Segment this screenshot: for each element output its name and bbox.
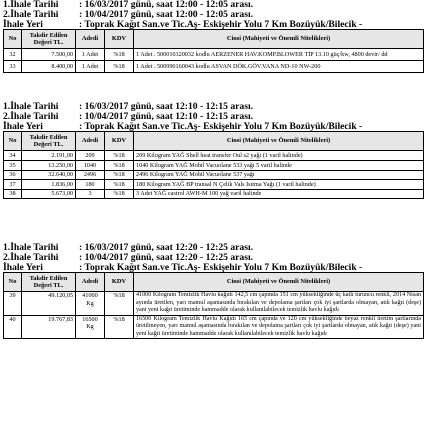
cell-vat: %18	[105, 61, 134, 73]
tender-date2-value: : 10/04/2017 günü, saat 12:00 - 12:05 arası.	[79, 8, 254, 20]
cell-desc: 3 Adet YAĞ castrol AWH-M 100 yağ varil halinde	[134, 189, 424, 199]
tender-date2-value: : 10/04/2017 günü, saat 12:10 - 12:15 arası.	[79, 110, 254, 122]
cell-desc: 2496 Kilogram YAĞ Mobil Vacuolane 537 yağı	[134, 170, 424, 180]
cell-value: 7.500,00	[22, 49, 76, 61]
col-value-header: Takdir Edilen Değeri TL.	[22, 132, 76, 151]
tender-section-3	[0, 243, 428, 339]
col-desc-header: Cinsi (Mahiyeti ve Önemli Nitelikleri)	[134, 132, 424, 151]
cell-value: 5.673,00	[22, 189, 76, 199]
cell-value: 1.836,00	[22, 180, 76, 190]
cell-qty: 2496	[76, 170, 105, 180]
tender-header	[0, 0, 428, 29]
cell-qty: 209	[76, 151, 105, 161]
cell-value: 8.400,00	[22, 61, 76, 73]
table-row	[4, 292, 424, 316]
cell-qty: 1 Adet	[76, 49, 105, 61]
cell-vat: %18	[105, 315, 134, 339]
tender-date2-label: 2.İhale Tarihi	[3, 110, 59, 122]
tender-place-label: İhale Yeri	[3, 120, 43, 132]
tender-date2-label: 2.İhale Tarihi	[3, 251, 59, 263]
cell-value: 19.767,83	[22, 315, 76, 339]
cell-vat: %18	[105, 189, 134, 199]
table-row	[4, 180, 424, 190]
tender-place-value: : Toprak Kağıt San.ve Tic.Aş- Eskişehir Yolu 7 Km Bozüyük/Bilecik -	[79, 18, 363, 30]
cell-vat: %18	[105, 160, 134, 170]
col-value-header: Takdir Edilen Değeri TL.	[22, 273, 76, 292]
cell-vat: %18	[105, 180, 134, 190]
items-table	[3, 131, 424, 199]
cell-qty: 1040	[76, 160, 105, 170]
cell-no: 36	[4, 170, 22, 180]
tender-place-row	[3, 263, 428, 273]
tender-date-label: 1.İhale Tarihi	[3, 101, 59, 112]
tender-header	[0, 102, 428, 131]
col-desc-header: Cinsi (Mahiyeti ve Önemli Nitelikleri)	[134, 273, 424, 292]
tender-date-value: : 16/03/2017 günü, saat 12:10 - 12:15 arası.	[79, 101, 254, 112]
tender-date-label: 1.İhale Tarihi	[3, 0, 59, 10]
tender-place-row	[3, 20, 428, 30]
cell-vat: %18	[105, 170, 134, 180]
cell-qty: 1 Adet	[76, 61, 105, 73]
table-row	[4, 189, 424, 199]
table-row	[4, 160, 424, 170]
items-table	[3, 29, 424, 73]
tender-date-label: 1.İhale Tarihi	[3, 242, 59, 253]
tender-header	[0, 243, 428, 272]
table-row	[4, 61, 424, 73]
cell-vat: %18	[105, 151, 134, 161]
cell-no: 34	[4, 151, 22, 161]
col-vat-header: KDV	[105, 273, 134, 292]
cell-desc: 1 Adet . 500990160043 kodlu ASVAN DÖK.GÖV.VANA ND-10 NW-200	[134, 61, 424, 73]
tender-place-label: İhale Yeri	[3, 261, 43, 273]
cell-no: 38	[4, 189, 22, 199]
col-vat-header: KDV	[105, 30, 134, 49]
cell-vat: %18	[105, 49, 134, 61]
col-qty-header: Adedi	[76, 30, 105, 49]
tender-place-value: : Toprak Kağıt San.ve Tic.Aş- Eskişehir Yolu 7 Km Bozüyük/Bilecik -	[79, 120, 363, 132]
tender-place-label: İhale Yeri	[3, 18, 43, 30]
tender-section-2	[0, 102, 428, 199]
cell-value: 32.640,00	[22, 170, 76, 180]
col-qty-header: Adedi	[76, 132, 105, 151]
cell-no: 35	[4, 160, 22, 170]
col-no-header: No	[4, 132, 22, 151]
cell-vat: %18	[105, 292, 134, 316]
col-qty-header: Adedi	[76, 273, 105, 292]
cell-desc: 41000 Kilogram Temizlik Havlu kağıdı 142,5 cm çapında 151 cm yüksekliğinde üç katlı turuncu renkli, 2014 Nisan ayında üretilen, yarı mamul aşamasında bırakılan ve depolama şartları çok iyi şartlarda olmayan, atık kağıt (deşe) yani yeni kağıt üretiminde hammadde olarak kullanılabilecek temizlik havlu kağıdı	[134, 292, 424, 316]
table-row	[4, 49, 424, 61]
col-no-header: No	[4, 273, 22, 292]
table-header-row	[4, 132, 424, 151]
cell-desc: 1040 Kilogram YAĞ Mobil Vacuolane 533 yağı 5 varil halinde	[134, 160, 424, 170]
cell-value: 49.120,05	[22, 292, 76, 316]
col-no-header: No	[4, 30, 22, 49]
tender-date-value: : 16/03/2017 günü, saat 12:20 - 12:25 arası.	[79, 242, 254, 253]
cell-qty: 16500 Kg	[76, 315, 105, 339]
col-desc-header: Cinsi (Mahiyeti ve Önemli Nitelikleri)	[134, 30, 424, 49]
table-row	[4, 315, 424, 339]
table-row	[4, 151, 424, 161]
col-vat-header: KDV	[105, 132, 134, 151]
cell-desc: 209 Kilogram YAĞ Shell heat transfer Oul s2 yağı (1 varil halinde)	[134, 151, 424, 161]
tender-section-1	[0, 0, 428, 73]
cell-qty: 3	[76, 189, 105, 199]
table-row	[4, 170, 424, 180]
cell-no: 39	[4, 292, 22, 316]
tender-place-row	[3, 122, 428, 132]
table-header-row	[4, 273, 424, 292]
cell-no: 32	[4, 49, 22, 61]
cell-qty: 180	[76, 180, 105, 190]
cell-qty: 41000 Kg	[76, 292, 105, 316]
tender-date-value: : 16/03/2017 günü, saat 12:00 - 12:05 arası.	[79, 0, 254, 10]
cell-desc: 16500 Kilogram Temizlik Havlu Kağıdı 165 cm çapında ve 120 cm yüksekliğinde beyaz renkli üretim şartlarında üretilmeyen, yarı mamul aşamasında bırakılan ve depolama şartları çok iyi şartlarda olmayan, atık kağıt (deşe) yani yeni kağıt üretiminde hammadde olarak kullanılabilecek temizlik havlu kağıdı	[134, 315, 424, 339]
tender-date2-label: 2.İhale Tarihi	[3, 8, 59, 20]
cell-desc: 1 Adet . 500010320032 kodlu AERZENER HAV.KOMP.BLOWER TİP 13.10 güç/kw, 4800 devir/ dd	[134, 49, 424, 61]
cell-no: 33	[4, 61, 22, 73]
cell-no: 37	[4, 180, 22, 190]
cell-desc: 180 Kilogram YAĞ BP transal N Çelik Vals Isıtma Yağı (1 varil halinde)	[134, 180, 424, 190]
cell-value: 13.250,00	[22, 160, 76, 170]
items-table	[3, 272, 424, 339]
tender-date2-value: : 10/04/2017 günü, saat 12:20 - 12:25 arası.	[79, 251, 254, 263]
tender-place-value: : Toprak Kağıt San.ve Tic.Aş- Eskişehir Yolu 7 Km Bozüyük/Bilecik -	[79, 261, 363, 273]
table-header-row	[4, 30, 424, 49]
cell-value: 2.191,00	[22, 151, 76, 161]
col-value-header: Takdir Edilen Değeri TL.	[22, 30, 76, 49]
cell-no: 40	[4, 315, 22, 339]
